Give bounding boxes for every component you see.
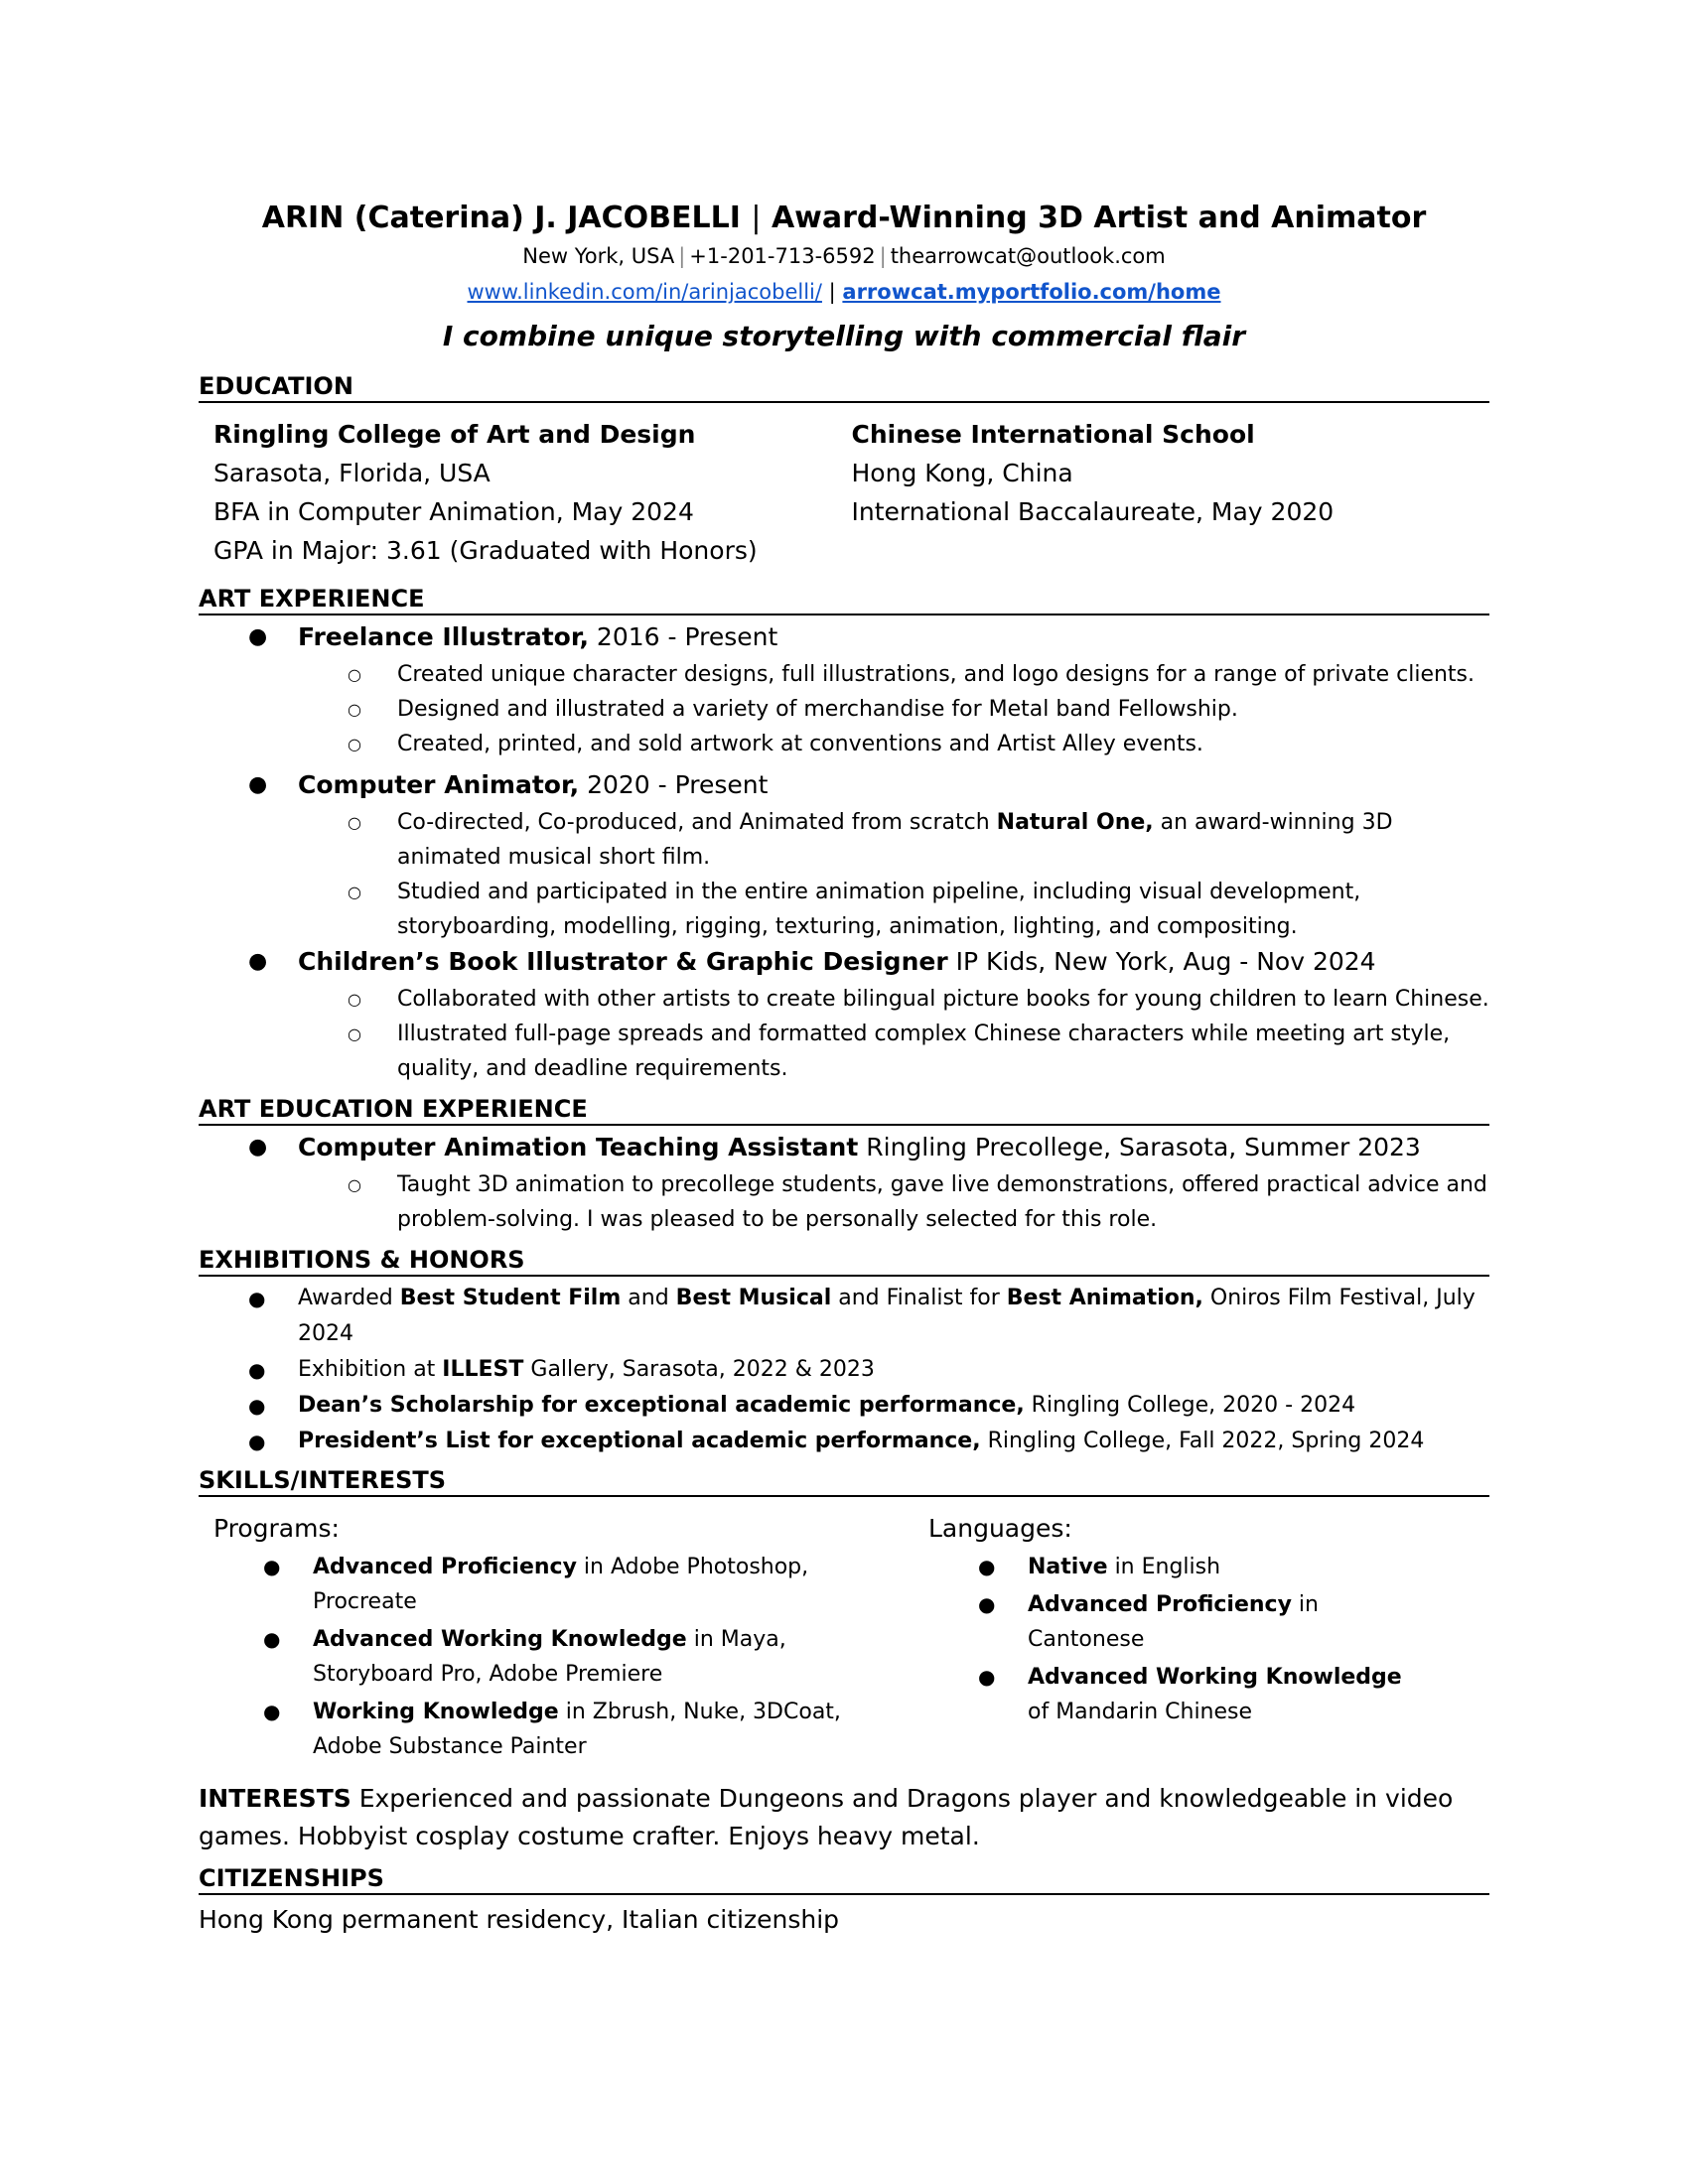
bullet-icon: ● xyxy=(978,1592,996,1616)
honors-heading: EXHIBITIONS & HONORS xyxy=(199,1245,1489,1277)
language-item xyxy=(928,1550,1405,1584)
citizenships-heading: CITIZENSHIPS xyxy=(199,1863,1489,1895)
bullet-icon: ● xyxy=(263,1555,281,1578)
circle-bullet-icon: ○ xyxy=(348,665,361,684)
school-location: Hong Kong, China xyxy=(851,459,1073,487)
languages-column xyxy=(928,1511,1484,1764)
job-detail: IP Kids, New York, Aug - Nov 2024 xyxy=(947,947,1376,976)
honor-award: Dean’s Scholarship for exceptional academic performance, xyxy=(298,1393,1025,1418)
school-degree: BFA in Computer Animation, May 2024 xyxy=(213,497,694,526)
citizenships-text: Hong Kong permanent residency, Italian citizenship xyxy=(199,1905,840,1934)
honor-text: Ringling College, 2020 - 2024 xyxy=(1024,1393,1356,1418)
title-separator: | xyxy=(751,201,762,235)
email: thearrowcat@outlook.com xyxy=(890,244,1166,268)
bullet-text: Designed and illustrated a variety of merchandise for Metal band Fellowship. xyxy=(397,697,1238,722)
bullet-text: Created unique character designs, full illustrations, and logo designs for a range of private clients. xyxy=(397,662,1476,687)
art-education-heading: ART EDUCATION EXPERIENCE xyxy=(199,1094,1489,1126)
job-detail: Ringling Precollege, Sarasota, Summer 2023 xyxy=(858,1133,1421,1161)
bullet-icon: ● xyxy=(248,1287,266,1310)
education-entry xyxy=(213,415,852,570)
interests-text: Experienced and passionate Dungeons and Dragons player and knowledgeable in video games. Hobbyist cosplay costume crafter. Enjoys heavy metal. xyxy=(199,1784,1454,1850)
skill-text: in Adobe Photoshop, Procreate xyxy=(313,1555,809,1614)
language-item xyxy=(928,1587,1405,1657)
job-role: Computer Animation Teaching Assistant xyxy=(298,1133,859,1161)
job-entry xyxy=(199,619,1489,761)
education-section xyxy=(199,415,1489,570)
bullet-icon: ● xyxy=(248,772,268,797)
education-heading: EDUCATION xyxy=(199,371,1489,403)
honor-text: Awarded xyxy=(298,1286,400,1310)
bullet-text: an award-winning 3D animated musical short film. xyxy=(397,810,1393,870)
circle-bullet-icon: ○ xyxy=(348,813,361,832)
programs-column xyxy=(199,1511,928,1764)
phone: +1-201-713-6592 xyxy=(689,244,876,268)
film-title: Natural One, xyxy=(996,810,1154,835)
language-item xyxy=(928,1660,1405,1729)
pipe-separator: | xyxy=(879,244,887,268)
school-location: Sarasota, Florida, USA xyxy=(213,459,491,487)
honor-text: Oniros Film Festival, July 2024 xyxy=(298,1286,1476,1346)
honor-item xyxy=(199,1424,1489,1459)
honor-award: ILLEST xyxy=(442,1357,524,1382)
resume-page xyxy=(199,199,1489,1939)
portfolio-link[interactable]: arrowcat.myportfolio.com/home xyxy=(842,280,1221,304)
honor-text: Exhibition at xyxy=(298,1357,443,1382)
skill-level: Advanced Working Knowledge xyxy=(313,1627,687,1652)
skill-item xyxy=(213,1695,849,1764)
job-role: Freelance Illustrator, xyxy=(298,622,589,651)
contact-line xyxy=(199,238,1489,274)
skill-text: in Zbrush, Nuke, 3DCoat, Adobe Substance Painter xyxy=(313,1700,841,1759)
bullet-icon: ● xyxy=(248,949,268,974)
honor-item xyxy=(199,1388,1489,1424)
art-experience-heading: ART EXPERIENCE xyxy=(199,584,1489,615)
circle-bullet-icon: ○ xyxy=(348,1024,361,1043)
bullet-text: Created, printed, and sold artwork at conventions and Artist Alley events. xyxy=(397,732,1203,756)
languages-label: Languages: xyxy=(928,1514,1072,1543)
name-title-line xyxy=(199,199,1489,238)
skill-text: in Maya, Storyboard Pro, Adobe Premiere xyxy=(313,1627,786,1687)
honor-text: Gallery, Sarasota, 2022 & 2023 xyxy=(523,1357,875,1382)
job-detail: 2016 - Present xyxy=(588,622,778,651)
school-name: Chinese International School xyxy=(851,420,1255,449)
bullet-icon: ● xyxy=(248,1394,266,1418)
bullet-icon: ● xyxy=(248,624,268,649)
job-bullets xyxy=(298,657,1489,761)
pipe-separator: | xyxy=(678,244,686,268)
job-entry xyxy=(199,1130,1489,1237)
bullet-text: Co-directed, Co-produced, and Animated from scratch xyxy=(397,810,997,835)
languages-list xyxy=(928,1550,1405,1729)
bullet-text: Studied and participated in the entire animation pipeline, including visual development, storyboarding, modelling, rigging, texturing, animation, lighting, and compositing. xyxy=(397,880,1361,939)
honor-award: Best Student Film xyxy=(399,1286,622,1310)
candidate-name: ARIN (Caterina) J. JACOBELLI xyxy=(261,201,741,235)
job-bullet xyxy=(298,727,1489,761)
job-detail: 2020 - Present xyxy=(579,770,769,799)
bullet-icon: ● xyxy=(263,1700,281,1723)
bullet-text: Collaborated with other artists to create bilingual picture books for young children to learn Chinese. xyxy=(397,987,1489,1012)
skills-heading: SKILLS/INTERESTS xyxy=(199,1465,1489,1497)
programs-label: Programs: xyxy=(213,1514,340,1543)
language-level: Advanced Working Knowledge xyxy=(1028,1665,1402,1690)
location: New York, USA xyxy=(522,244,675,268)
circle-bullet-icon: ○ xyxy=(348,1175,361,1194)
honor-text: and xyxy=(621,1286,676,1310)
job-bullet xyxy=(298,805,1489,875)
honors-list xyxy=(199,1281,1489,1459)
job-bullets xyxy=(298,805,1489,944)
bullet-icon: ● xyxy=(248,1135,268,1160)
linkedin-link[interactable]: www.linkedin.com/in/arinjacobelli/ xyxy=(467,280,822,304)
interests-paragraph xyxy=(199,1780,1489,1855)
school-degree: International Baccalaureate, May 2020 xyxy=(851,497,1335,526)
skill-level: Advanced Proficiency xyxy=(313,1555,577,1579)
links-line xyxy=(199,274,1489,310)
job-bullets xyxy=(298,982,1489,1086)
skill-item xyxy=(213,1622,849,1692)
language-level: Native xyxy=(1028,1555,1108,1579)
job-bullet xyxy=(298,692,1489,727)
circle-bullet-icon: ○ xyxy=(348,700,361,719)
language-text: of Mandarin Chinese xyxy=(1028,1700,1253,1724)
resume-header xyxy=(199,199,1489,361)
bullet-icon: ● xyxy=(978,1555,996,1578)
job-bullet xyxy=(298,982,1489,1017)
skill-item xyxy=(213,1550,849,1619)
school-name: Ringling College of Art and Design xyxy=(213,420,696,449)
bullet-icon: ● xyxy=(263,1627,281,1651)
tagline: I combine unique storytelling with commercial flair xyxy=(442,320,1246,352)
art-experience-list xyxy=(199,619,1489,1086)
honor-item xyxy=(199,1352,1489,1388)
honor-item xyxy=(199,1281,1489,1352)
interests-label: INTERESTS xyxy=(199,1784,352,1813)
bullet-icon: ● xyxy=(248,1358,266,1382)
job-role: Computer Animator, xyxy=(298,770,580,799)
art-education-list xyxy=(199,1130,1489,1237)
programs-list xyxy=(213,1550,849,1764)
language-text: in English xyxy=(1107,1555,1221,1579)
honor-award: Best Animation, xyxy=(1006,1286,1203,1310)
honor-text: Ringling College, Fall 2022, Spring 2024 xyxy=(980,1429,1425,1453)
honor-text: and Finalist for xyxy=(831,1286,1007,1310)
circle-bullet-icon: ○ xyxy=(348,735,361,753)
link-separator: | xyxy=(828,280,836,304)
circle-bullet-icon: ○ xyxy=(348,990,361,1009)
job-bullet xyxy=(298,657,1489,692)
education-entry xyxy=(852,415,1490,570)
job-bullet xyxy=(298,1167,1489,1237)
language-text: in Cantonese xyxy=(1028,1592,1319,1652)
honor-award: President’s List for exceptional academic performance, xyxy=(298,1429,981,1453)
candidate-title: Award-Winning 3D Artist and Animator xyxy=(771,201,1427,235)
bullet-icon: ● xyxy=(248,1430,266,1453)
bullet-icon: ● xyxy=(978,1665,996,1689)
bullet-text: Taught 3D animation to precollege students, gave live demonstrations, offered practical advice and problem-solving. I was pleased to be personally selected for this role. xyxy=(397,1172,1487,1232)
job-role: Children’s Book Illustrator & Graphic Designer xyxy=(298,947,948,976)
job-bullet xyxy=(298,1017,1489,1086)
skills-section xyxy=(199,1511,1489,1764)
skill-level: Working Knowledge xyxy=(313,1700,559,1724)
circle-bullet-icon: ○ xyxy=(348,883,361,901)
job-entry xyxy=(199,767,1489,944)
bullet-text: Illustrated full-page spreads and formatted complex Chinese characters while meeting art style, quality, and deadline requirements. xyxy=(397,1022,1451,1081)
school-gpa: GPA in Major: 3.61 (Graduated with Honors) xyxy=(213,536,758,565)
job-bullets xyxy=(298,1167,1489,1237)
honor-award: Best Musical xyxy=(675,1286,832,1310)
job-bullet xyxy=(298,875,1489,944)
language-level: Advanced Proficiency xyxy=(1028,1592,1292,1617)
job-entry xyxy=(199,944,1489,1086)
